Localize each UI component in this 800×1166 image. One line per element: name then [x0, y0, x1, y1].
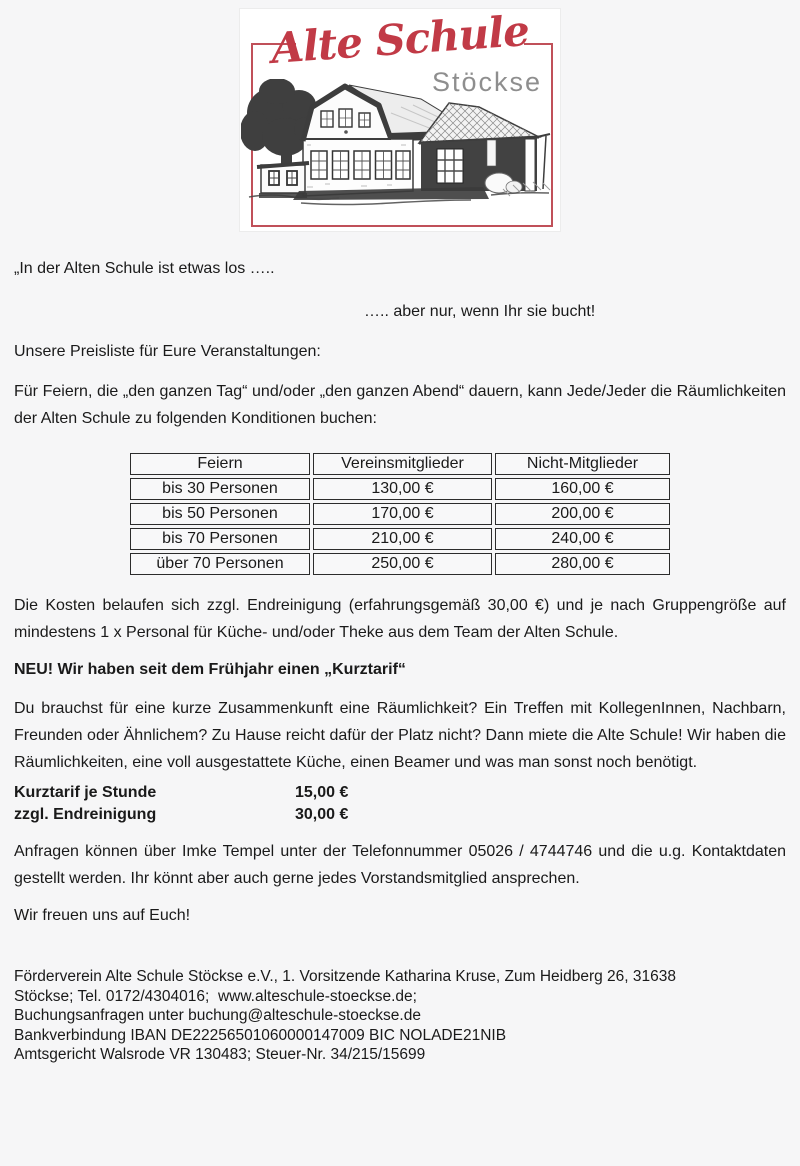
logo-title: Alte Schule	[269, 6, 531, 73]
col-header-nicht-mitglieder: Nicht-Mitglieder	[495, 453, 670, 475]
footer-line: Förderverein Alte Schule Stöckse e.V., 1. Vorsitzende Katharina Kruse, Zum Heidberg 26, 31638	[14, 968, 677, 985]
price-table	[127, 450, 673, 578]
table-cell: 240,00 €	[495, 528, 670, 550]
tariff-row-stunde	[14, 782, 786, 804]
table-cell: 280,00 €	[495, 553, 670, 575]
table-row	[130, 528, 670, 550]
footer-contact-block	[14, 967, 786, 1065]
footer-line: Buchungsanfragen unter buchung@alteschule-stoeckse.de	[14, 1007, 421, 1024]
table-cell: bis 50 Personen	[130, 503, 310, 525]
table-cell: 130,00 €	[313, 478, 492, 500]
table-cell: 160,00 €	[495, 478, 670, 500]
table-cell: über 70 Personen	[130, 553, 310, 575]
table-cell: 210,00 €	[313, 528, 492, 550]
table-cell: 170,00 €	[313, 503, 492, 525]
neu-heading: NEU! Wir haben seit dem Frühjahr einen „Kurztarif“	[14, 661, 406, 678]
table-cell: bis 70 Personen	[130, 528, 310, 550]
table-header-row	[130, 453, 670, 475]
table-row	[130, 553, 670, 575]
footer-line: Amtsgericht Walsrode VR 130483; Steuer-Nr. 34/215/15699	[14, 1046, 426, 1063]
closing-line: Wir freuen uns auf Euch!	[14, 907, 191, 924]
col-header-vereinsmitglieder: Vereinsmitglieder	[313, 453, 492, 475]
kosten-paragraph: Die Kosten belaufen sich zzgl. Endreinigung (erfahrungsgemäß 30,00 €) und je nach Gruppengröße auf mindestens 1 x Personal für Küche- und/oder Theke aus dem Team der Alten Schule.	[14, 597, 786, 641]
tariff-value: 30,00 €	[295, 806, 349, 823]
kurztarif-paragraph: Du brauchst für eine kurze Zusammenkunft eine Räumlichkeit? Ein Treffen mit KollegenInnen, Nachbarn, Freunden oder Ähnlichem? Zu Hause reicht dafür der Platz nicht? Dann miete die Alte Schule! Wir haben die Räumlichkeiten, eine voll ausgestattete Küche, einen Beamer und was man sonst noch benötigt.	[14, 700, 786, 771]
intro-line-2: ….. aber nur, wenn Ihr sie bucht!	[364, 303, 596, 320]
footer-line: Bankverbindung IBAN DE22256501060000147009 BIC NOLADE21NIB	[14, 1026, 507, 1044]
tariff-list	[14, 782, 786, 826]
table-cell: 250,00 €	[313, 553, 492, 575]
table-cell: bis 30 Personen	[130, 478, 310, 500]
tariff-row-endreinigung	[14, 804, 786, 826]
intro-line-3: Unsere Preisliste für Eure Veranstaltungen:	[14, 343, 321, 360]
table-cell: 200,00 €	[495, 503, 670, 525]
table-row	[130, 478, 670, 500]
table-row	[130, 503, 670, 525]
logo-subtitle: Stöckse	[432, 67, 543, 97]
old-school-house-sketch-icon	[241, 79, 561, 231]
intro-line-1: „In der Alten Schule ist etwas los …..	[14, 260, 275, 277]
logo	[239, 8, 561, 232]
anfragen-paragraph: Anfragen können über Imke Tempel unter der Telefonnummer 05026 / 4744746 und die u.g. Kontaktdaten gestellt werden. Ihr könnt aber auch gerne jedes Vorstandsmitglied ansprechen.	[14, 843, 786, 887]
tariff-label: zzgl. Endreinigung	[14, 806, 157, 823]
tariff-label: Kurztarif je Stunde	[14, 784, 157, 801]
footer-line: Stöckse; Tel. 0172/4304016; www.alteschule-stoeckse.de;	[14, 987, 417, 1005]
col-header-feiern: Feiern	[130, 453, 310, 475]
tariff-value: 15,00 €	[295, 784, 349, 801]
feiern-paragraph: Für Feiern, die „den ganzen Tag“ und/oder „den ganzen Abend“ dauern, kann Jede/Jeder die Räumlichkeiten der Alten Schule zu folgenden Konditionen buchen:	[14, 383, 786, 427]
